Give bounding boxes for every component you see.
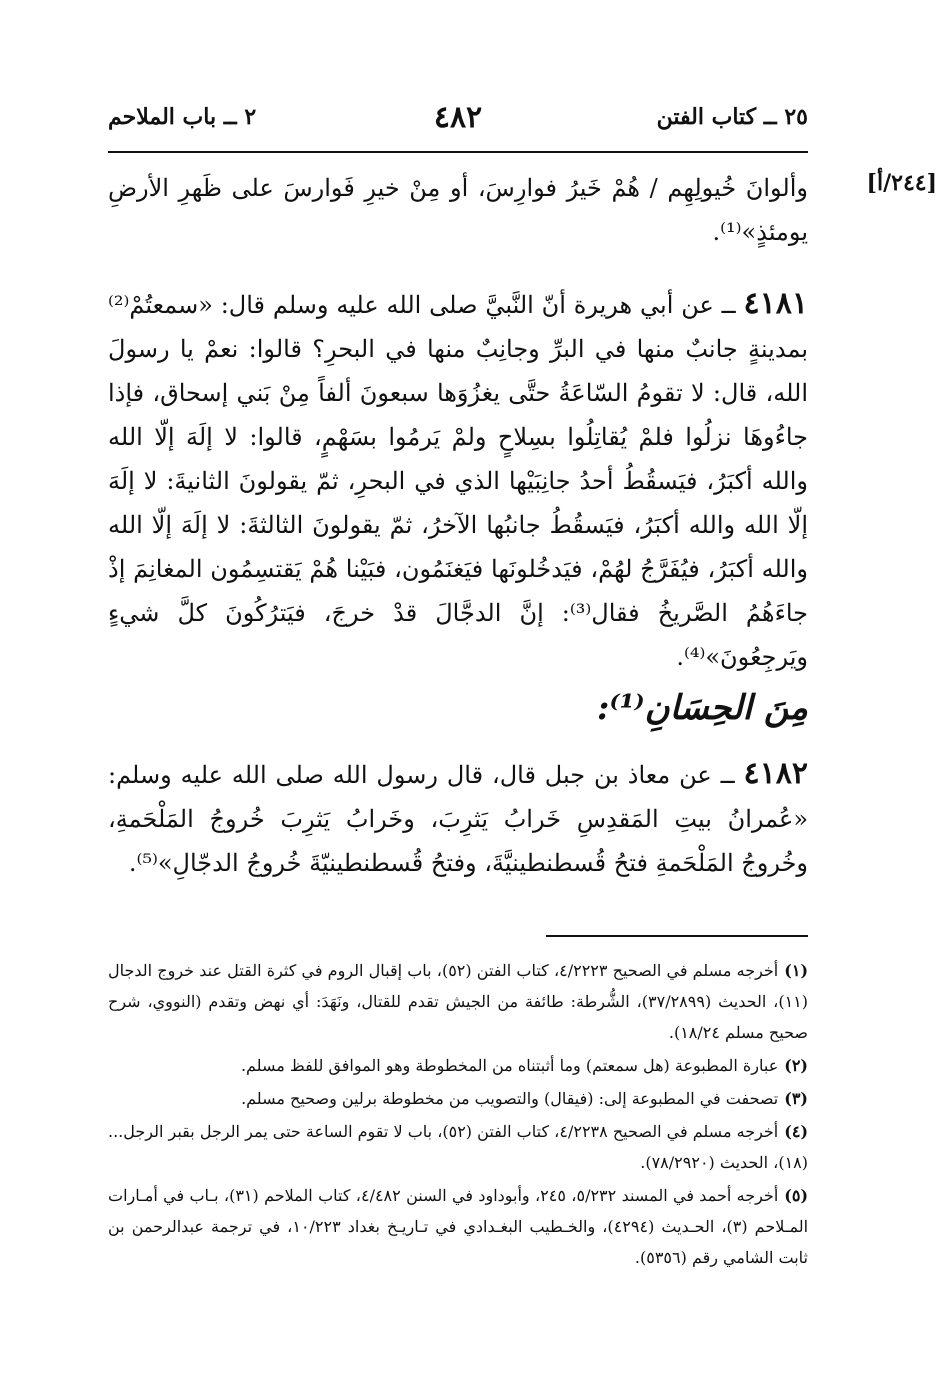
- footnote-number: (٣): [784, 1089, 808, 1108]
- hadith-number: ٤١٨٢: [743, 756, 808, 791]
- footnote: [108, 1050, 808, 1081]
- footnote: [108, 1083, 808, 1114]
- footnotes: [108, 955, 808, 1275]
- footnote-text: أخرجه مسلم في الصحيح ٤/٢٢٣٨، كتاب الفتن (٥٢)، باب لا تقوم الساعة حتى يمر الرجل بقبر الرجل... (١٨)، الحديث (٧٨/٢٩٢٠).: [108, 1122, 808, 1172]
- continued-hadith-text: وألوانَ خُيولِهِم / هُمْ خَيرُ فوارِسَ، أو مِنْ خيرِ فَوارسَ على ظَهرِ الأرضِ يومئذٍ»⁽¹⁾.: [108, 174, 808, 246]
- footnote-number: (٤): [784, 1122, 809, 1141]
- hadith-text: ــ عن معاذ بن جبل قال، قال رسول الله صلى الله عليه وسلم: «عُمرانُ بيتِ المَقدِسِ خَرابُ يَثرِبَ، وخَرابُ يَثرِبَ خُروجُ المَلْحَمةِ، وخُروجُ المَلْحَمةِ فتحُ قُسطنطينيَّةَ، وفتحُ قُسطنطينيّةَ خُروجُ الدجّالِ»⁽⁵⁾.: [108, 761, 808, 877]
- footnote-divider: [546, 935, 808, 937]
- hadith-4182: [108, 752, 808, 885]
- chapter-heading: مِنَ الحِسَانِ⁽¹⁾:: [596, 688, 808, 728]
- footnote-number: (٢): [784, 1056, 808, 1075]
- footnote: [108, 955, 808, 1048]
- hadith-number: ٤١٨١: [743, 286, 808, 321]
- header-page-number: ٤٨٢: [433, 100, 483, 135]
- header-section-title: ٢ ــ باب الملاحم: [108, 104, 257, 130]
- footnote-text: عبارة المطبوعة (هل سمعتم) وما أثبتناه من المخطوطة وهو الموافق للفظ مسلم.: [240, 1056, 779, 1075]
- footnote: [108, 1180, 808, 1273]
- running-header: [108, 100, 808, 144]
- header-divider: [108, 151, 808, 153]
- footnote-number: (١): [784, 961, 809, 980]
- footnote-number: (٥): [784, 1186, 809, 1205]
- manuscript-folio-marker: [٢٤٤/أ]: [866, 170, 937, 196]
- hadith-text: ــ عن أبي هريرة أنّ النَّبيَّ صلى الله عليه وسلم قال: «سمعتُمْ⁽²⁾ بمدينةٍ جانبٌ منها في البرِّ وجانِبٌ منها في البحرِ؟ قالوا: نعمْ يا رسولَ الله، قال: لا تقومُ السّاعَةُ حتَّى يغزُوَها سبعونَ ألفاً مِنْ بَني إسحاق، فإذا جاءُوهَا نزلُوا فلمْ يُقاتِلُوا بسِلاحٍ ولمْ يَرمُوا بسَهْمٍ، قالوا: لا إلَهَ إلّا الله والله أكبَرُ، فيَسقُطُ أحدُ جانِبَيْها الذي في البحرِ، ثمّ يقولونَ الثانيةَ: لا إلَهَ إلّا الله والله أكبَرُ، فيَسقُطُ جانبُها الآخرُ، ثمّ يقولونَ الثالثةَ: لا إلَهَ إلّا الله والله أكبَرُ، فيُفَرَّجُ لهُمْ، فيَدخُلونَها فيَغنَمُون، فبَيْنا هُمْ يَقتسِمُون المغانِمَ إذْ جاءَهُمُ الصَّريخُ فقال⁽³⁾: إنَّ الدجَّالَ قدْ خرجَ، فيَترُكُونَ كلَّ شيءٍ ويَرجِعُونَ»⁽⁴⁾.: [108, 291, 808, 671]
- header-book-title: ٢٥ ــ كتاب الفتن: [656, 104, 808, 130]
- footnote-text: أخرجه أحمد في المسند ٥/٢٣٢، ٢٤٥، وأبوداود في السنن ٤/٤٨٢، كتاب الملاحم (٣١)، بـاب في أمـارات المـلاحم (٣)، الحـديث (٤٢٩٤)، والخـطيب البغـدادي في تـاريـخ بغداد ١٠/٢٢٣، في ترجمة عبدالرحمن بن ثابت الشامي رقم (٥٣٥٦).: [108, 1186, 809, 1267]
- hadith-4181: [108, 282, 808, 679]
- footnote-text: أخرجه مسلم في الصحيح ٤/٢٢٢٣، كتاب الفتن (٥٢)، باب إقبال الروم في كثرة القتل عند خروج الدجال (١١)، الحديث (٣٧/٢٨٩٩)، الشُّرطة: طائفة من الجيش تقدم للقتال، ونَهَدَ: أي نهض وتقدم (النووي، شرح صحيح مسلم ١٨/٢٤).: [108, 961, 809, 1042]
- footnote: [108, 1116, 808, 1178]
- footnote-text: تصحفت في المطبوعة إلى: (فيقال) والتصويب من مخطوطة برلين وصحيح مسلم.: [241, 1089, 779, 1108]
